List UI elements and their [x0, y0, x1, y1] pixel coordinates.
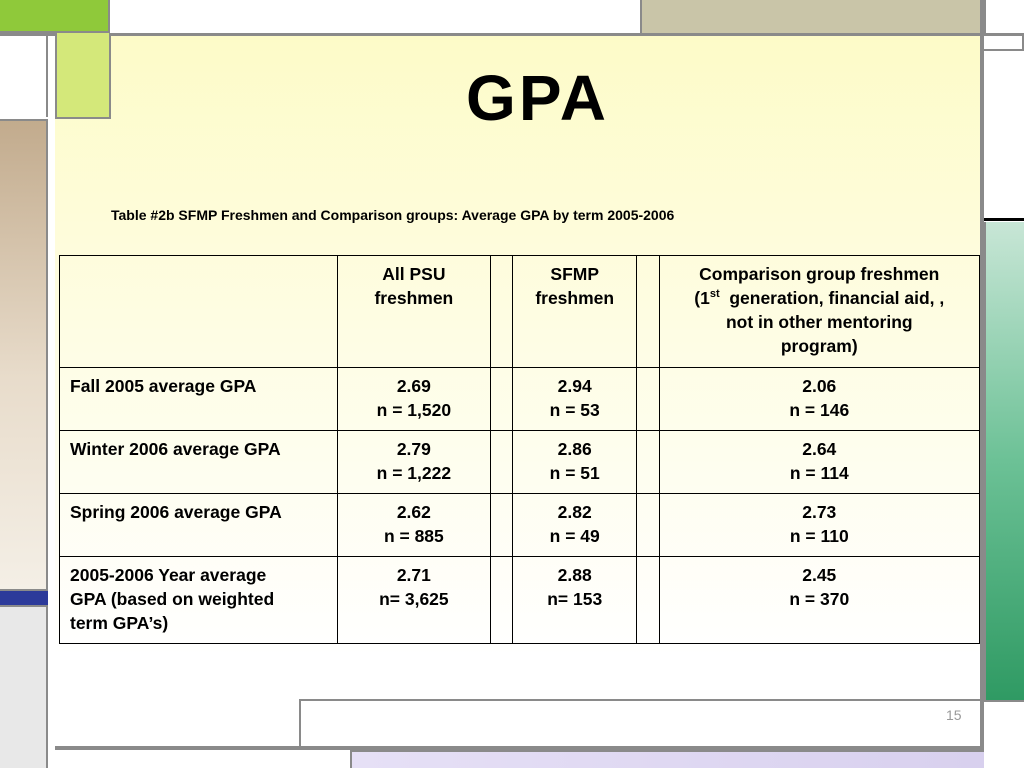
row-label [60, 368, 338, 431]
header-all-psu-line1: All PSU [382, 264, 446, 284]
decor-page-number-box [299, 699, 980, 746]
table-row [60, 368, 980, 431]
cell-n: n = 110 [789, 526, 849, 546]
cell-gpa: 2.79 [396, 439, 431, 459]
table-row [60, 557, 980, 644]
decor-right-black-line [984, 218, 1024, 221]
decor-bottom-white [55, 750, 350, 768]
header-sfmp [513, 256, 637, 368]
header-all-psu [337, 256, 490, 368]
decor-left-grey-panel [0, 605, 48, 768]
page-number: 15 [946, 707, 962, 723]
row-label-line: Winter 2006 average GPA [70, 439, 281, 459]
row-label-line: term GPA’s) [70, 613, 169, 633]
header-comparison-line2 [660, 286, 979, 310]
cell-all-psu [337, 368, 490, 431]
gpa-table [59, 255, 980, 644]
cell-gpa: 2.64 [802, 439, 837, 459]
decor-right-white-top [984, 0, 1024, 33]
header-sfmp-line1: SFMP [550, 264, 600, 284]
row-label-line: 2005-2006 Year average [70, 565, 267, 585]
table-header-row [60, 256, 980, 368]
cell-n: n = 51 [549, 463, 600, 483]
header-empty-cell [60, 256, 338, 368]
cell-gpa: 2.73 [802, 502, 837, 522]
cell-n: n= 3,625 [379, 589, 449, 609]
cell-sfmp [513, 494, 637, 557]
spacer-cell [637, 431, 659, 494]
cell-all-psu [337, 431, 490, 494]
cell-sfmp [513, 431, 637, 494]
header-comparison-superscript: st [709, 288, 720, 301]
decor-left-navy-bar [0, 589, 48, 605]
cell-gpa: 2.82 [557, 502, 592, 522]
header-comparison-line3: not in other mentoring [725, 312, 913, 332]
slide-title: GPA [466, 62, 609, 134]
decor-right-white-bottom [984, 700, 1024, 768]
header-comparison-line1: Comparison group freshmen [699, 264, 940, 284]
header-comparison-line2-suffix: generation, financial aid, , [719, 288, 945, 308]
cell-n: n = 885 [383, 526, 444, 546]
header-comparison-line2-prefix: (1 [694, 288, 710, 308]
spacer-cell [490, 368, 512, 431]
spacer-cell [490, 431, 512, 494]
row-label [60, 494, 338, 557]
decor-khaki-block [640, 0, 980, 33]
table-caption: Table #2b SFMP Freshmen and Comparison groups: Average GPA by term 2005-2006 [111, 207, 675, 223]
cell-sfmp [513, 557, 637, 644]
decor-right-teal-bar [984, 222, 1024, 700]
row-label-line: GPA (based on weighted [70, 589, 275, 609]
row-label-line: Spring 2006 average GPA [70, 502, 282, 522]
decor-green-block [0, 0, 110, 33]
cell-n: n = 1,520 [376, 400, 452, 420]
cell-all-psu [337, 557, 490, 644]
spacer-cell [490, 256, 512, 368]
cell-comparison [659, 557, 979, 644]
cell-n: n = 114 [789, 463, 849, 483]
spacer-cell [637, 256, 659, 368]
header-sfmp-line2: freshmen [535, 288, 615, 308]
header-comparison [659, 256, 979, 368]
cell-gpa: 2.71 [396, 565, 431, 585]
spacer-cell [637, 557, 659, 644]
cell-n: n = 1,222 [376, 463, 452, 483]
cell-gpa: 2.69 [396, 376, 431, 396]
cell-sfmp [513, 368, 637, 431]
header-all-psu-line2: freshmen [374, 288, 454, 308]
spacer-cell [490, 494, 512, 557]
row-label [60, 557, 338, 644]
decor-left-tan-bar [0, 119, 48, 589]
cell-gpa: 2.86 [557, 439, 592, 459]
cell-gpa: 2.06 [802, 376, 837, 396]
cell-gpa: 2.45 [802, 565, 837, 585]
cell-gpa: 2.88 [557, 565, 592, 585]
cell-comparison [659, 431, 979, 494]
cell-n: n = 49 [549, 526, 600, 546]
cell-n: n = 53 [549, 400, 600, 420]
spacer-cell [637, 368, 659, 431]
cell-comparison [659, 494, 979, 557]
header-comparison-line4: program) [780, 336, 858, 356]
cell-n: n = 370 [789, 589, 850, 609]
spacer-cell [637, 494, 659, 557]
cell-gpa: 2.94 [557, 376, 592, 396]
spacer-cell [490, 557, 512, 644]
cell-all-psu [337, 494, 490, 557]
table-row [60, 431, 980, 494]
decor-bottom-lavender-bar [350, 750, 984, 768]
decor-top-divider [0, 33, 1024, 36]
row-label [60, 431, 338, 494]
row-label-line: Fall 2005 average GPA [70, 376, 257, 396]
cell-gpa: 2.62 [396, 502, 431, 522]
cell-n: n= 153 [547, 589, 603, 609]
decor-left-white-panel [0, 35, 48, 117]
cell-comparison [659, 368, 979, 431]
cell-n: n = 146 [789, 400, 850, 420]
table-row [60, 494, 980, 557]
